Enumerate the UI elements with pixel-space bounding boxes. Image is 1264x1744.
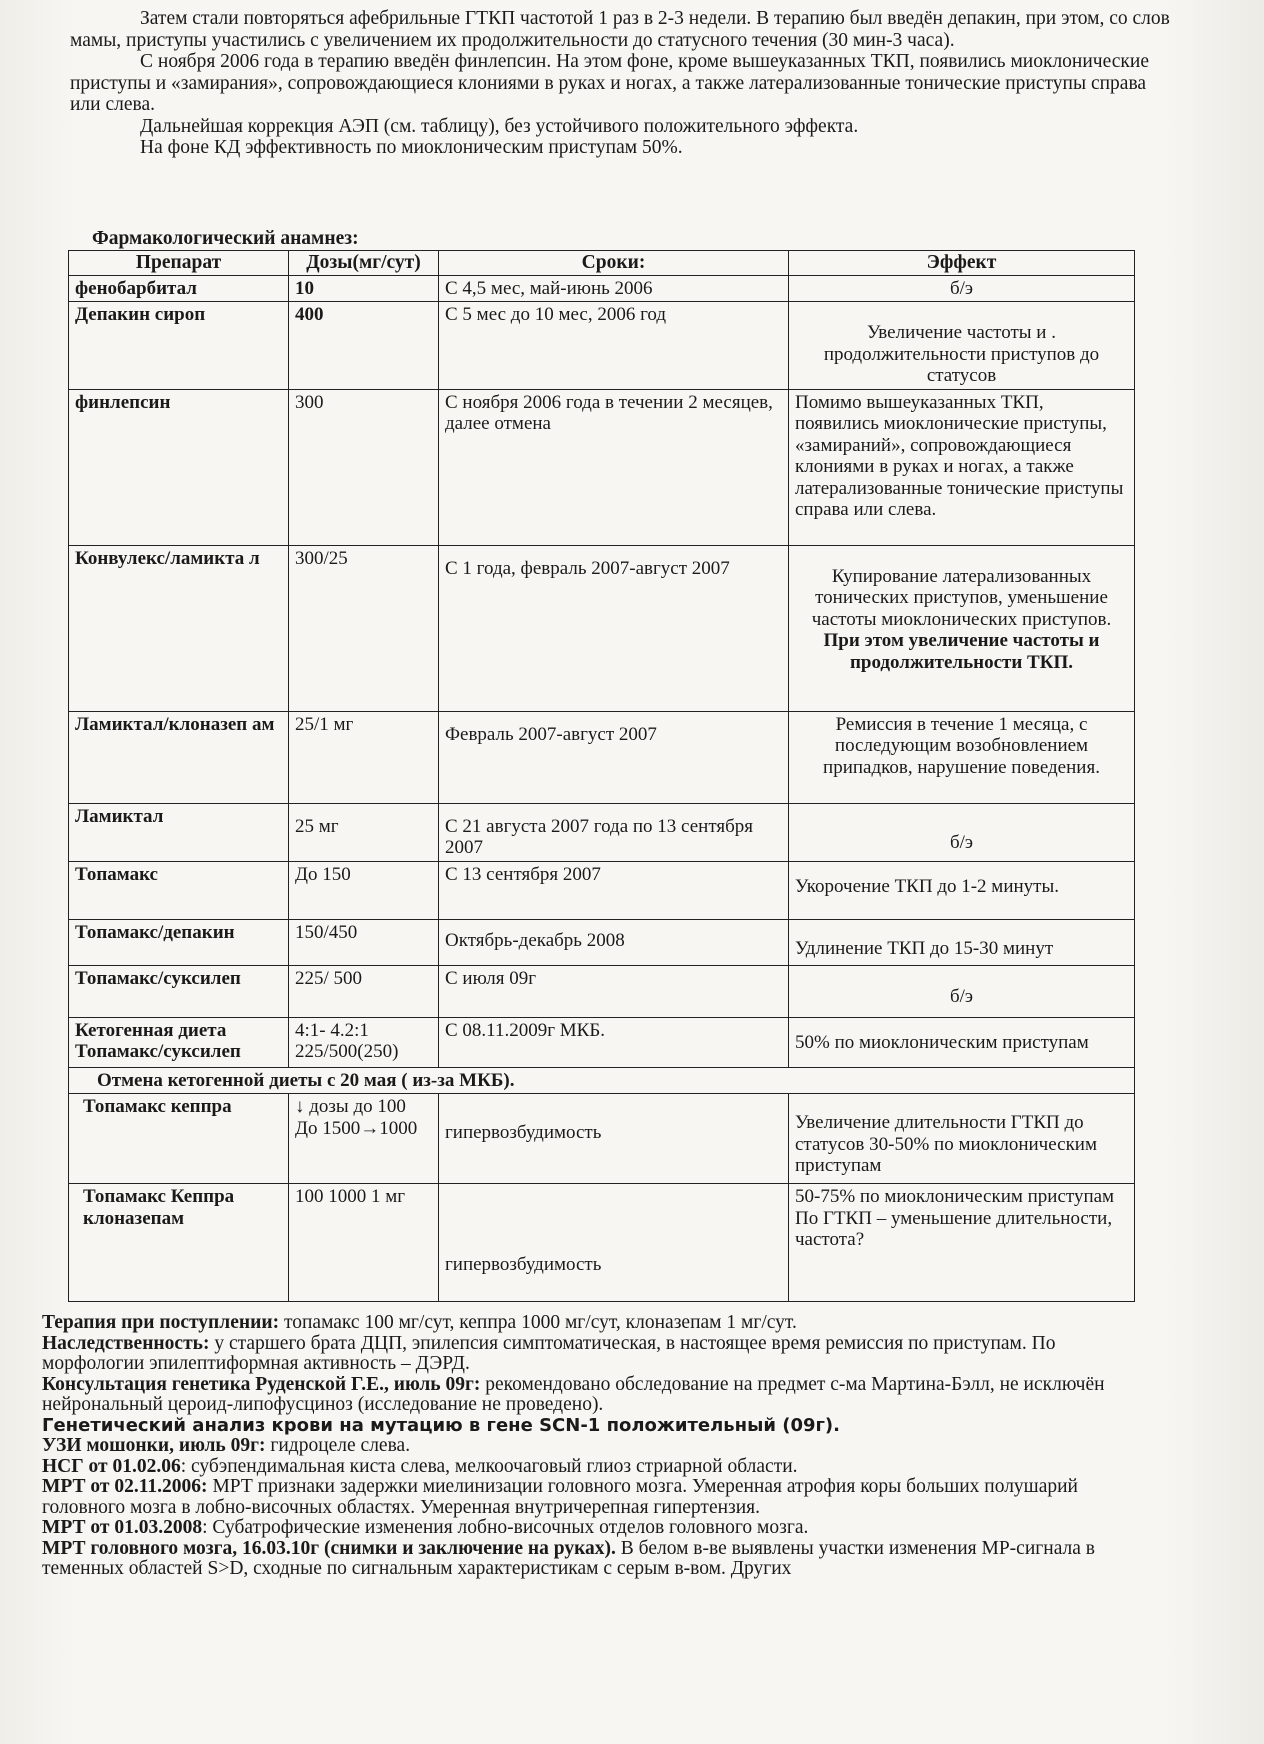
effect-cell: 50-75% по миоклоническим приступам По ГТКП – уменьшение длительности, частота? bbox=[789, 1184, 1135, 1302]
anamnesis-table bbox=[68, 250, 1135, 1302]
drug-cell: фенобарбитал bbox=[69, 275, 289, 302]
period-cell: С 1 года, февраль 2007-август 2007 bbox=[439, 545, 789, 711]
period-cell: Февраль 2007-август 2007 bbox=[439, 711, 789, 803]
effect-cell: б/э bbox=[789, 965, 1135, 1017]
intro-paragraph-3: Дальнейшая коррекция АЭП (см. таблицу), без устойчивого положительного эффекта. bbox=[140, 115, 859, 137]
period-cell: гипервозбудимость bbox=[439, 1094, 789, 1184]
period-cell: С ноября 2006 года в течении 2 месяцев, далее отмена bbox=[439, 389, 789, 545]
gene-analysis-line: Генетический анализ крови на мутацию в гене SCN-1 положительный (09г). bbox=[42, 1414, 840, 1436]
table-row bbox=[69, 545, 1135, 711]
nsg-line: НСГ от 01.02.06: субэпендимальная киста слева, мелкоочаговый глиоз стриарной области. bbox=[42, 1455, 798, 1477]
table-row bbox=[69, 275, 1135, 302]
intro-paragraph-1: Затем стали повторяться афебрильные ГТКП частотой 1 раз в 2-3 недели. В терапию был введён депакин, при этом, со слов мамы, приступы участились с увеличением их продолжительности до статусного течения (30 мин-3 часа). bbox=[70, 8, 1170, 51]
period-cell: С 5 мес до 10 мес, 2006 год bbox=[439, 302, 789, 390]
effect-cell: Помимо вышеуказанных ТКП, появились миоклонические приступы, «замираний», сопровождающиеся клониями в руках и ногах, а также латерализованные тонические приступы справа или слева. bbox=[789, 389, 1135, 545]
dose-cell: До 150 bbox=[289, 861, 439, 919]
drug-cell: Топамакс кеппра bbox=[69, 1094, 289, 1184]
table-row bbox=[69, 919, 1135, 965]
dose-cell: 225/ 500 bbox=[289, 965, 439, 1017]
table-header-row bbox=[69, 251, 1135, 276]
intro-paragraph-4: На фоне КД эффективность по миоклоническим приступам 50%. bbox=[140, 137, 683, 158]
effect-cell: 50% по миоклоническим приступам bbox=[789, 1017, 1135, 1067]
drug-cell: Ламиктал bbox=[69, 803, 289, 861]
effect-text: Купирование латерализованных тонических приступов, уменьшение частоты миоклонических приступов. bbox=[811, 565, 1112, 630]
dose-cell: 25/1 мг bbox=[289, 711, 439, 803]
dose-cell: 10 bbox=[289, 275, 439, 302]
mrt3-line: МРТ головного мозга, 16.03.10г (снимки и заключение на руках). В белом в-ве выявлены участки изменения МР-сигнала в теменных областей S>D, сходные по сигнальным характеристикам с серым в-вом. Других bbox=[42, 1537, 1095, 1579]
table-row bbox=[69, 1067, 1135, 1094]
dose-cell: 4:1- 4.2:1 225/500(250) bbox=[289, 1017, 439, 1067]
drug-cell: Кетогенная диета Топамакс/суксилеп bbox=[69, 1017, 289, 1067]
drug-cell: Депакин сироп bbox=[69, 302, 289, 390]
effect-bold-text: При этом увеличение частоты и продолжительности ТКП. bbox=[823, 630, 1100, 673]
dose-cell: 300 bbox=[289, 389, 439, 545]
dose-cell: 150/450 bbox=[289, 919, 439, 965]
period-cell: С 08.11.2009г МКБ. bbox=[439, 1017, 789, 1067]
effect-cell bbox=[789, 545, 1135, 711]
drug-cell: Топамакс/суксилеп bbox=[69, 965, 289, 1017]
effect-cell: б/э bbox=[789, 803, 1135, 861]
period-cell: С 21 августа 2007 года по 13 сентября 2007 bbox=[439, 803, 789, 861]
dose-cell: ↓ дозы до 100 До 1500→1000 bbox=[289, 1094, 439, 1184]
header-period: Сроки: bbox=[439, 251, 789, 276]
usi-line: УЗИ мошонки, июль 09г: гидроцеле слева. bbox=[42, 1435, 411, 1456]
mrt1-line: МРТ от 02.11.2006: МРТ признаки задержки миелинизации головного мозга. Умеренная атрофия коры больших полушарий головного мозга в лобно-височных областях. Умеренная внутричерепная гипертензия. bbox=[42, 1476, 1078, 1518]
heredity-line: Наследственность: у старшего брата ДЦП, эпилепсия симптоматическая, в настоящее время ремиссия по приступам. По морфологии эпилептиформная активность – ДЭРД. bbox=[42, 1332, 1056, 1374]
dose-cell: 300/25 bbox=[289, 545, 439, 711]
header-effect: Эффект bbox=[789, 251, 1135, 276]
table-row bbox=[69, 389, 1135, 545]
therapy-line: Терапия при поступлении: топамакс 100 мг/сут, кеппра 1000 мг/сут, клоназепам 1 мг/сут. bbox=[42, 1312, 797, 1333]
dose-cell: 100 1000 1 мг bbox=[289, 1184, 439, 1302]
drug-cell: Топамакс/депакин bbox=[69, 919, 289, 965]
effect-cell: Увеличение частоты и . продолжительности приступов до статусов bbox=[789, 302, 1135, 390]
table-row bbox=[69, 861, 1135, 919]
cancel-note: Отмена кетогенной диеты с 20 мая ( из-за МКБ). bbox=[69, 1067, 1135, 1094]
intro-paragraph-2: С ноября 2006 года в терапию введён финлепсин. На этом фоне, кроме вышеуказанных ТКП, появились миоклонические приступы и «замирания», сопровождающиеся клониями в руках и ногах, а также латерализованные тонические приступы справа или слева. bbox=[70, 51, 1149, 115]
effect-cell: б/э bbox=[789, 275, 1135, 302]
mrt2-line: МРТ от 01.03.2008: Субатрофические изменения лобно-височных отделов головного мозга. bbox=[42, 1517, 809, 1538]
header-dose: Дозы(мг/сут) bbox=[289, 251, 439, 276]
drug-cell: Конвулекс/ламикта л bbox=[69, 545, 289, 711]
period-cell: Октябрь-декабрь 2008 bbox=[439, 919, 789, 965]
intro-text bbox=[70, 8, 1170, 159]
table-row bbox=[69, 1017, 1135, 1067]
table-row bbox=[69, 803, 1135, 861]
drug-cell: Топамакс bbox=[69, 861, 289, 919]
effect-cell: Ремиссия в течение 1 месяца, с последующим возобновлением припадков, нарушение поведения. bbox=[789, 711, 1135, 803]
drug-cell: финлепсин bbox=[69, 389, 289, 545]
period-cell: С 4,5 мес, май-июнь 2006 bbox=[439, 275, 789, 302]
anamnesis-title: Фармакологический анамнез: bbox=[92, 228, 359, 249]
table-row bbox=[69, 1094, 1135, 1184]
table-row bbox=[69, 302, 1135, 390]
after-table-text bbox=[42, 1313, 1142, 1580]
effect-cell: Удлинение ТКП до 15-30 минут bbox=[789, 919, 1135, 965]
table-row bbox=[69, 1184, 1135, 1302]
period-cell: С 13 сентября 2007 bbox=[439, 861, 789, 919]
dose-cell: 25 мг bbox=[289, 803, 439, 861]
drug-cell: Топамакс Кеппра клоназепам bbox=[69, 1184, 289, 1302]
effect-cell: Укорочение ТКП до 1-2 минуты. bbox=[789, 861, 1135, 919]
table-row bbox=[69, 965, 1135, 1017]
header-drug: Препарат bbox=[69, 251, 289, 276]
table-row bbox=[69, 711, 1135, 803]
dose-cell: 400 bbox=[289, 302, 439, 390]
period-cell: гипервозбудимость bbox=[439, 1184, 789, 1302]
drug-cell: Ламиктал/клоназеп ам bbox=[69, 711, 289, 803]
genetics-line: Консультация генетика Руденской Г.Е., июль 09г: рекомендовано обследование на предмет с-ма Мартина-Бэлл, не исключён нейрональный цероид-липофусциноз (исследование не проведено). bbox=[42, 1373, 1105, 1415]
period-cell: С июля 09г bbox=[439, 965, 789, 1017]
effect-cell: Увеличение длительности ГТКП до статусов 30-50% по миоклоническим приступам bbox=[789, 1094, 1135, 1184]
